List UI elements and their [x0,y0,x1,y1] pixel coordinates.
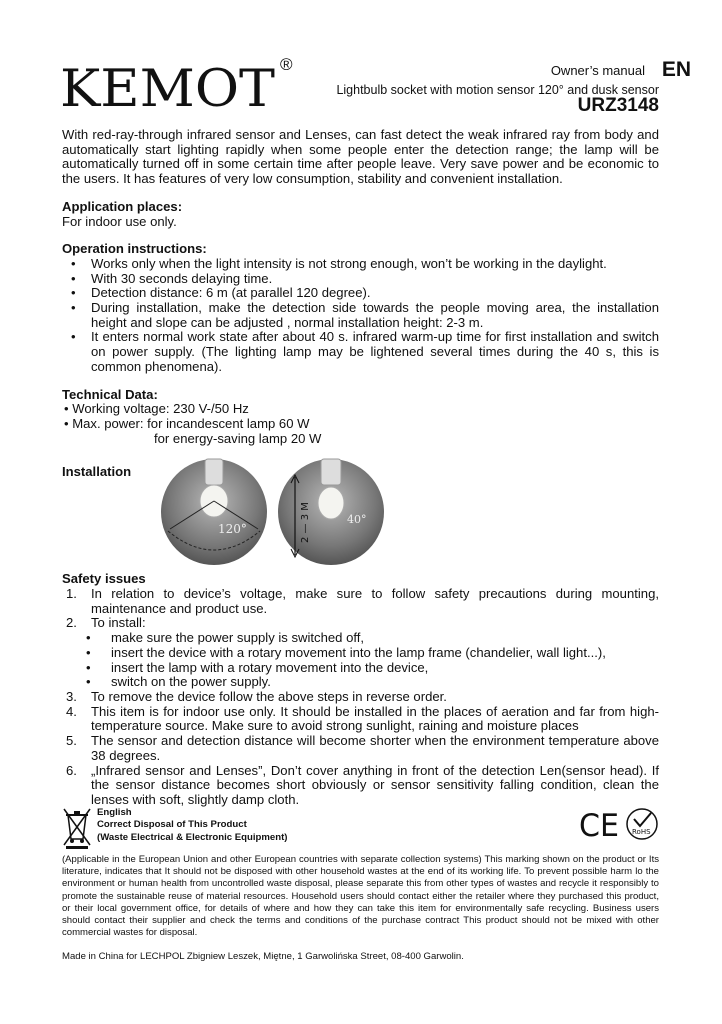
list-item: • It enters normal work state after about 40 s. infrared warm-up time for first installation and switch on power supply. (The lighting lamp may be lightened several times during the 40 s, this is common phenomena). [62,330,659,374]
bulb-icon [318,487,344,519]
tech-voltage: • Working voltage: 230 V-/50 Hz [64,401,249,417]
safety-heading: Safety issues [62,571,146,587]
socket-icon [205,459,223,485]
list-item: 3. To remove the device follow the above steps in reverse order. [66,688,447,704]
list-item: 2. To install: • make sure the power supply is switched off, • insert the device with a rotary movement into the lamp frame (chandelier, wall light...), • insert the lamp with a rotary movement into the device, • switch on the power supply. [62,616,659,690]
manufacturer-info: Made in China for LECHPOL Zbigniew Leszek, Miętne, 1 Garwolińska Street, 08-400 Garwolin. [62,951,464,962]
list-item: • With 30 seconds delaying time. [62,272,659,287]
ce-mark-text: CE [579,808,619,840]
model-number: URZ3148 [577,95,659,116]
technical-heading: Technical Data: [62,386,158,402]
angle-label: 120° [218,522,247,537]
ce-mark-icon [579,808,619,840]
height-label: 2 — 3 M [300,502,311,544]
list-item: 1. In relation to device’s voltage, make sure to follow safety precautions during mounting, maintenance and product use. [66,586,659,616]
kemot-logo [60,60,275,108]
rohs-icon [624,807,660,841]
intro-paragraph: With red-ray-through infrared sensor and Lenses, can fast detect the weak infrared ray from body and automatically start lighting rapidly when some people enter the detection range; the lamp will be automatically turned off in some certain time after people leave. Very save power and be economic to the users. It has features of very low consumption, stability and convenient installation. [62,127,659,187]
disposal-notice: (Applicable in the European Union and other European countries with separate collection systems) This marking shown on the product or Its literature, indicates that It should not be disposed with other household wastes at the end of its working life. To prevent possible harm lo the environment or human health from uncontrolled waste disposal, please separate this from other types of wastes and recycle it responsibly to promote the sustainable reuse of material resources. Household users should contact either the retailer where they purchased this product, or their local government office, for details of where and how they can take this item for environmentally safe recycling. Business users should contact their supplier and check the terms and conditions of the purchase contract This product should not be mixed with other commercial wastes for disposal. [62,854,659,939]
list-item: • During installation, make the detection side towards the people moving area, the installation height and slope can be adjusted , normal installation height: 2-3 m. [62,301,659,330]
list-item: 4. This item is for indoor use only. It should be installed in the places of aeration and far from high-temperature source. Make sure to avoid strong sunlight, raining and moisture places [66,703,659,734]
product-subtitle: Lightbulb socket with motion sensor 120° and dusk sensor [336,83,659,97]
list-item: • Detection distance: 6 m (at parallel 120 degree). [62,286,659,301]
manual-content [62,128,659,808]
disposal-title [97,807,288,844]
tech-power-energy-saving: for energy-saving lamp 20 W [154,430,322,446]
list-item: • insert the device with a rotary movement into the lamp frame (chandelier, wall light...), [91,646,659,661]
list-item: • make sure the power supply is switched off, [91,631,659,646]
operation-heading: Operation instructions: [62,241,207,257]
application-heading: Application places: [62,198,183,214]
list-item: • Works only when the light intensity is not strong enough, won’t be working in the daylight. [62,257,659,272]
safety-list [62,587,659,808]
weee-bin-icon [62,807,92,849]
disposal-language: English [97,807,132,818]
language-code: EN [661,58,691,81]
disposal-subheading: (Waste Electrical & Electronic Equipment) [97,831,288,843]
list-item: • insert the lamp with a rotary movement into the device, [91,661,659,676]
registered-mark: ® [280,55,293,74]
socket-icon [321,459,341,485]
application-text: For indoor use only. [62,213,177,229]
tilt-label: 40° [347,513,367,527]
logo-text: KEMOT [60,60,275,108]
install-steps [91,631,659,690]
list-item: 6. „Infrared sensor and Lenses”, Don’t cover anything in front of the detection Len(sensor head). If the sensor distance becomes short obviously or sensor sensitivity falling condition, clean the lenses with soft, slightly damp cloth. [66,762,659,807]
installation-height-diagram [277,457,385,567]
operation-list [62,257,659,375]
manual-label: Owner’s manual [550,63,645,78]
detection-angle-diagram [160,457,268,567]
list-item: • switch on the power supply. [91,675,659,690]
rohs-label: RoHS [632,828,651,836]
tech-power-incandescent: • Max. power: for incandescent lamp 60 W [64,415,310,431]
list-item: 5. The sensor and detection distance will become shorter when the environment temperature above 38 degrees. [66,733,659,763]
installation-section [62,457,659,567]
disposal-heading: Correct Disposal of This Product [97,819,247,831]
installation-heading: Installation [62,464,132,480]
